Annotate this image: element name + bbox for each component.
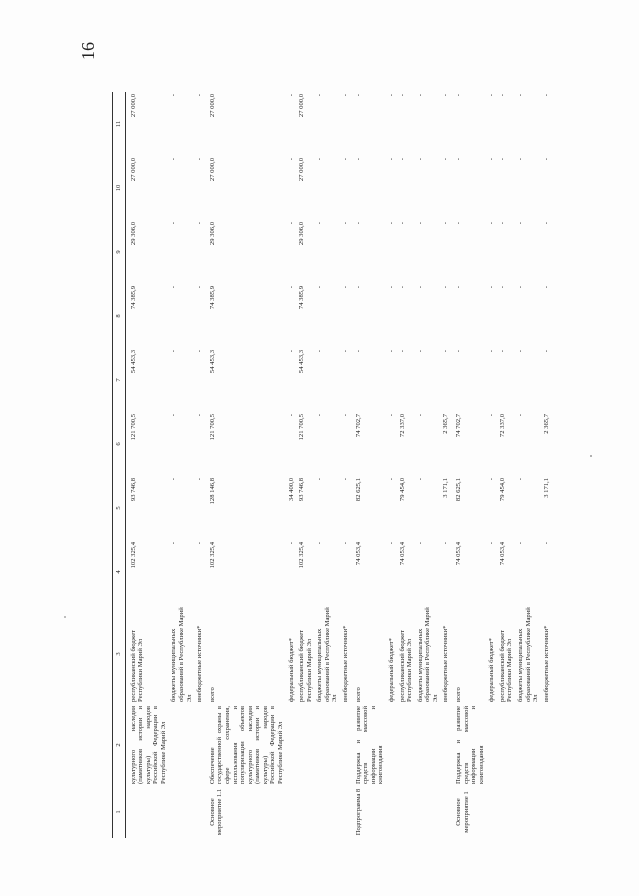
value-cell: - [387,478,395,481]
value-cell: 29 306,0 [208,222,216,246]
value-cell: 74 702,7 [454,414,462,438]
value-cell: - [316,478,324,481]
header-row [113,92,126,838]
value-cell: - [416,350,424,353]
value-cell: - [196,350,204,353]
table-row [497,92,515,838]
value-cell: - [498,94,506,97]
program-cell [314,786,340,838]
value-cell: - [170,414,178,417]
value-cell: 27 000,0 [298,94,306,118]
table-row [194,92,205,838]
value-cell: 27 000,0 [129,158,137,182]
value-cell: 121 700,5 [208,414,216,441]
column-header: 6 [113,412,126,476]
value-cell: - [398,158,406,161]
value-cell: 82 625,1 [354,478,362,502]
column-header: 10 [113,156,126,220]
value-cell: - [342,414,350,417]
program-cell [168,786,194,838]
value-cell: 102 325,4 [208,542,216,569]
description-cell: Поддержка и развитие средств массовой информации и книгоиздания [454,706,485,784]
table-row [440,92,451,838]
value-cell: - [354,158,362,161]
source-cell: внебюджетные источники* [542,625,550,702]
value-cell: - [454,286,462,289]
table-row [415,92,441,838]
description-cell: Обеспечение государственной охраны в сфере сохранения, использования и популяризации объектов культурного наследия (памятников истории и культуры) народов Российской Федерации в Республике Марий Эл [208,706,284,784]
value-cell: - [387,94,395,97]
value-cell: - [196,158,204,161]
program-cell [497,786,515,838]
column-header: 1 [113,786,126,838]
value-cell: - [316,542,324,545]
value-cell: - [316,94,324,97]
program-cell: Основное мероприятие 1.1 [208,788,224,836]
description-cell [314,704,340,786]
value-cell: 54 453,3 [208,350,216,374]
value-cell: - [196,542,204,545]
value-cell: 34 400,0 [287,478,295,502]
column-header: 8 [113,284,126,348]
value-cell: 74 385,9 [298,286,306,310]
value-cell: - [442,94,450,97]
program-cell [286,786,297,838]
value-cell: 27 000,0 [208,94,216,118]
value-cell: 29 306,0 [129,222,137,246]
value-cell: 54 453,3 [129,350,137,374]
program-cell [397,786,415,838]
value-cell: - [488,414,496,417]
value-cell: - [517,350,525,353]
table-row [168,92,194,838]
page-number: 16 [78,42,98,60]
value-cell: - [416,478,424,481]
value-cell: - [488,478,496,481]
value-cell: - [498,350,506,353]
value-cell: - [442,158,450,161]
scan-speck [64,616,66,618]
value-cell: - [387,286,395,289]
value-cell: - [542,350,550,353]
value-cell: - [542,542,550,545]
value-cell: 74 053,4 [454,542,462,566]
value-cell: - [398,222,406,225]
table-row [125,92,168,838]
value-cell: - [287,94,295,97]
value-cell: - [196,286,204,289]
source-cell: бюджеты муниципальных образований в Республике Марий Эл [170,607,193,702]
value-cell: - [498,286,506,289]
value-cell: - [398,350,406,353]
value-cell: - [170,158,178,161]
value-cell: 27 000,0 [129,94,137,118]
source-cell: всего [208,687,216,702]
value-cell: - [517,158,525,161]
value-cell: - [287,286,295,289]
value-cell: 102 325,4 [298,542,306,569]
value-cell: 3 171,1 [442,478,450,498]
value-cell: - [488,94,496,97]
value-cell: - [196,414,204,417]
value-cell: - [287,414,295,417]
table-row [451,92,486,838]
value-cell: - [196,94,204,97]
value-cell: 74 053,4 [354,542,362,566]
value-cell: 74 385,9 [208,286,216,310]
value-cell: - [170,542,178,545]
value-cell: - [488,158,496,161]
value-cell: - [442,222,450,225]
budget-table [112,92,551,838]
value-cell: - [387,222,395,225]
value-cell: - [517,94,525,97]
column-header: 7 [113,348,126,412]
value-cell: - [354,94,362,97]
value-cell: - [416,94,424,97]
program-cell [486,786,497,838]
value-cell: - [170,478,178,481]
value-cell: - [454,94,462,97]
program-cell [296,786,314,838]
table-body [113,92,552,838]
value-cell: - [416,158,424,161]
description-cell [541,704,552,786]
description-cell: культурного наследия (памятников истории и культуры) народов Российской Федерации в Республике Марий Эл [129,706,167,784]
description-cell [286,704,297,786]
value-cell: 27 000,0 [208,158,216,182]
value-cell: - [416,542,424,545]
source-cell: всего [354,687,362,702]
column-header: 9 [113,220,126,284]
value-cell: - [488,350,496,353]
value-cell: - [342,350,350,353]
value-cell: 72 337,0 [398,414,406,438]
value-cell: - [170,286,178,289]
value-cell: 82 625,1 [454,478,462,502]
value-cell: 72 337,0 [498,414,506,438]
table-row [296,92,314,838]
value-cell: - [387,350,395,353]
description-cell [497,704,515,786]
description-cell [486,704,497,786]
value-cell: 2 365,7 [442,414,450,434]
value-cell: 74 702,7 [354,414,362,438]
value-cell: - [488,542,496,545]
value-cell: - [398,94,406,97]
value-cell: - [287,542,295,545]
value-cell: - [354,350,362,353]
table-row [397,92,415,838]
table-row [314,92,340,838]
source-cell: федеральный бюджет* [387,638,395,702]
value-cell: - [354,286,362,289]
value-cell: 74 053,4 [498,542,506,566]
column-header: 2 [113,704,126,786]
table-row [351,92,386,838]
value-cell: - [542,158,550,161]
value-cell: - [287,222,295,225]
value-cell: - [287,350,295,353]
value-cell: - [442,286,450,289]
value-cell: 74 385,9 [129,286,137,310]
value-cell: - [196,222,204,225]
value-cell: - [387,414,395,417]
value-cell: - [498,158,506,161]
value-cell: 79 454,0 [498,478,506,502]
source-cell: бюджеты муниципальных образований в Республике Марий Эл [517,607,540,702]
description-cell [515,704,541,786]
value-cell: - [498,222,506,225]
description-cell [296,704,314,786]
description-cell [397,704,415,786]
value-cell: - [454,350,462,353]
program-cell [125,786,168,838]
source-cell: республиканский бюджет Республики Марий Эл [398,629,414,702]
value-cell: - [170,350,178,353]
source-cell: бюджеты муниципальных образований в Республике Марий Эл [416,607,439,702]
table-row [386,92,397,838]
value-cell: 121 700,5 [298,414,306,441]
value-cell: - [287,158,295,161]
value-cell: 2 365,7 [542,414,550,434]
value-cell: - [517,478,525,481]
value-cell: - [316,286,324,289]
program-cell [541,786,552,838]
value-cell: - [316,414,324,417]
column-header: 4 [113,540,126,604]
value-cell: - [542,222,550,225]
value-cell: - [196,478,204,481]
value-cell: - [416,414,424,417]
value-cell: - [316,222,324,225]
table-row [515,92,541,838]
column-header: 3 [113,604,126,704]
source-cell: республиканский бюджет Республики Марий Эл [129,629,145,702]
description-cell [415,704,441,786]
source-cell: федеральный бюджет* [287,638,295,702]
value-cell: - [416,222,424,225]
description-cell [194,704,205,786]
table-row [541,92,552,838]
value-cell: - [342,158,350,161]
value-cell: - [517,222,525,225]
value-cell: - [442,350,450,353]
value-cell: - [488,222,496,225]
value-cell: 54 453,3 [298,350,306,374]
value-cell: - [488,286,496,289]
value-cell: - [454,222,462,225]
value-cell: 93 746,8 [129,478,137,502]
scan-speck [590,455,592,457]
value-cell: 3 171,1 [542,478,550,498]
value-cell: - [354,222,362,225]
value-cell: - [342,94,350,97]
value-cell: - [542,94,550,97]
value-cell: - [342,222,350,225]
source-cell: внебюджетные источники* [342,625,350,702]
value-cell: - [342,286,350,289]
value-cell: 121 700,5 [129,414,137,441]
source-cell: республиканский бюджет Республики Марий Эл [498,629,514,702]
description-cell [440,704,451,786]
value-cell: 102 325,4 [129,542,137,569]
value-cell: 27 000,0 [298,158,306,182]
description-cell [340,704,351,786]
value-cell: - [316,350,324,353]
source-cell: всего [454,687,462,702]
table-row [205,92,286,838]
source-cell: внебюджетные источники* [442,625,450,702]
column-header: 11 [113,92,126,156]
value-cell: - [542,286,550,289]
table-row [286,92,297,838]
value-cell: 74 053,4 [398,542,406,566]
value-cell: 29 306,0 [298,222,306,246]
program-cell [386,786,397,838]
value-cell: - [442,542,450,545]
program-cell [440,786,451,838]
value-cell: - [170,94,178,97]
value-cell: - [170,222,178,225]
value-cell: - [517,286,525,289]
value-cell: - [398,286,406,289]
value-cell: - [387,158,395,161]
table-row [340,92,351,838]
program-cell [340,786,351,838]
description-cell [386,704,397,786]
value-cell: - [517,542,525,545]
source-cell: бюджеты муниципальных образований в Республике Марий Эл [316,607,339,702]
rotated-table-wrapper [112,92,627,838]
source-cell: республиканский бюджет Республики Марий Эл [298,629,313,702]
program-cell: Подпрограмма 8 [354,788,362,836]
program-cell [194,786,205,838]
value-cell: - [316,158,324,161]
value-cell: - [342,478,350,481]
program-cell [415,786,441,838]
value-cell: 93 746,8 [298,478,306,502]
value-cell: - [342,542,350,545]
value-cell: - [416,286,424,289]
column-header: 5 [113,476,126,540]
value-cell: 79 454,0 [398,478,406,502]
source-cell: внебюджетные источники* [196,625,204,702]
description-cell [168,704,194,786]
program-cell [515,786,541,838]
description-cell: Поддержка и развитие средств массовой информации и книгоиздания [354,706,385,784]
value-cell: - [387,542,395,545]
value-cell: - [517,414,525,417]
program-cell: Основное мероприятие 1 [454,791,470,833]
value-cell: - [454,158,462,161]
table-row [486,92,497,838]
value-cell: 128 146,8 [208,478,216,505]
source-cell: федеральный бюджет* [488,638,496,702]
